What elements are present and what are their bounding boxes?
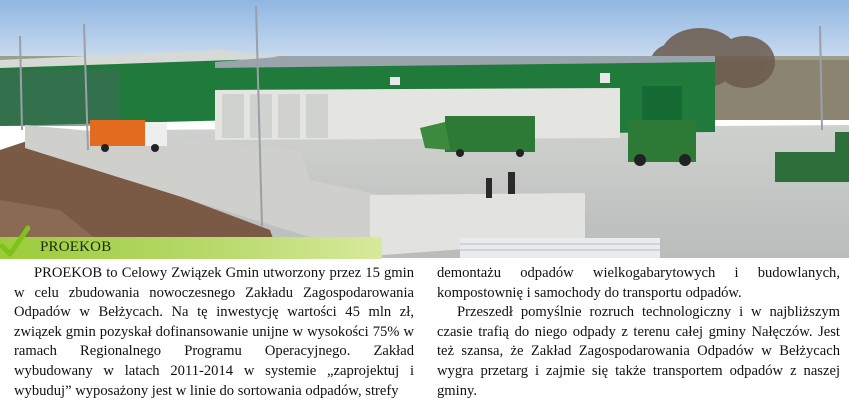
check-icon [0,224,30,260]
article-column-right [437,264,840,401]
caption-bar [0,237,382,259]
article-paragraph: Przeszedł pomyślnie rozruch technologiczny i w najbliższym czasie trafią do niego odpady z terenu całej gminy Nałęczów. Jest też szansa, że Zakład Zagospodarowania Odpadów w Bełżycach wygra przetarg i zajmie się także transportem odpadów z naszej gminy. [437,304,840,399]
article-column-left [14,264,414,401]
article-paragraph-continued: demontażu odpadów wielkogabarytowych i budowlanych, kompostownię i samochody do transportu odpadów. [437,265,840,301]
caption-label: PROEKOB [40,239,112,255]
article-paragraph: PROEKOB to Celowy Związek Gmin utworzony przez 15 gmin w celu zbudowania nowoczesnego Zakładu Zagospodarowania Odpadów w Bełżycach. Na tę inwestycję wartości 45 mln zł, związek gmin pozyskał dofinansowanie unijne w wysokości 75% w ramach Regionalnego Programu Operacyjnego. Zakład wybudowany w latach 2011-2014 w systemie „zaprojektuj i wybuduj” wyposażony jest w linie do sortowania odpadów, strefy [14,265,414,399]
